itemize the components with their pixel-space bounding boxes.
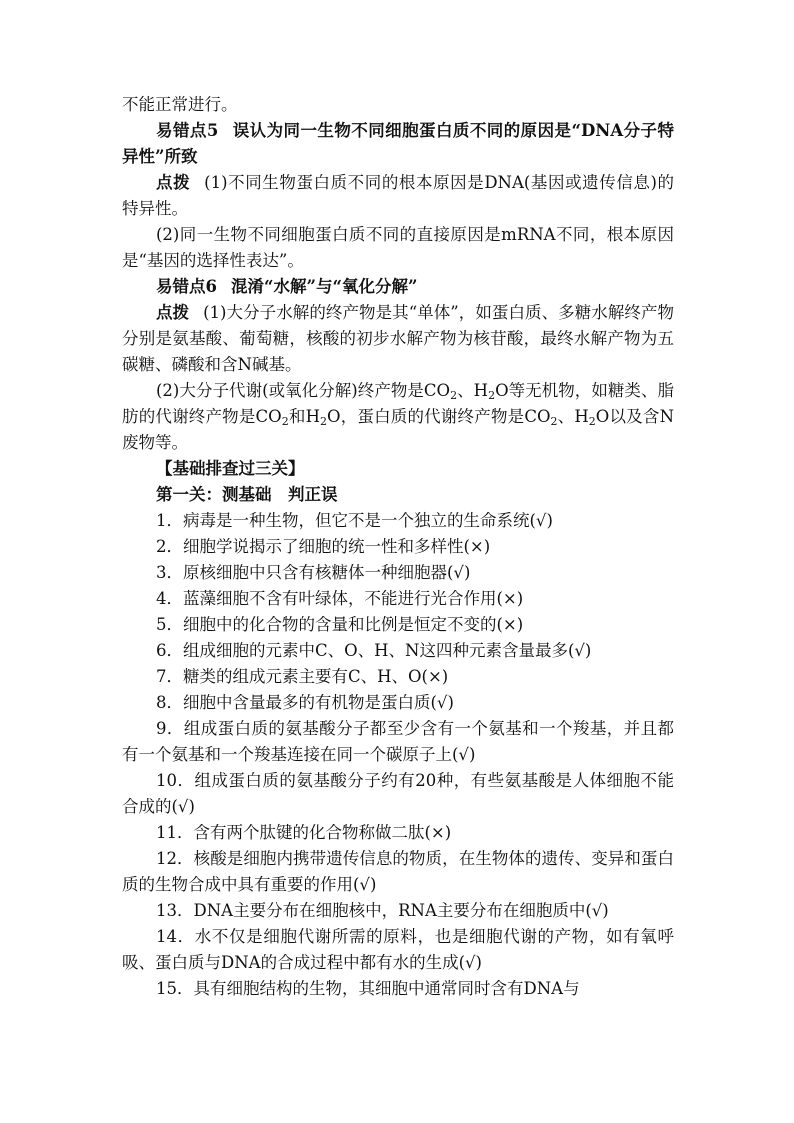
error-point-5-hint-2: (2)同一生物不同细胞蛋白质不同的直接原因是mRNA不同，根本原因是“基因的选择性表达”。 bbox=[122, 225, 674, 270]
list-item: 5．细胞中的化合物的含量和比例是恒定不变的(×) bbox=[156, 615, 524, 634]
list-item: 14．水不仅是细胞代谢所需的原料，也是细胞代谢的产物，如有氧呼吸、蛋白质与DNA的合成过程中都有水的生成(√) bbox=[122, 927, 674, 972]
error-point-6-heading bbox=[122, 274, 674, 300]
list-item: 13．DNA主要分布在细胞核中，RNA主要分布在细胞质中(√) bbox=[156, 901, 609, 920]
subscript: 2 bbox=[319, 415, 327, 428]
list-item: 6．组成细胞的元素中C、O、H、N这四种元素含量最多(√) bbox=[156, 641, 592, 660]
error-point-6-hint-2 bbox=[122, 378, 674, 456]
text-segment: 、H bbox=[557, 407, 589, 426]
list-item: 15．具有细胞结构的生物，其细胞中通常同时含有DNA与 bbox=[156, 979, 580, 998]
list-item: 7．糖类的组成元素主要有C、H、O(×) bbox=[156, 667, 449, 686]
error-point-5-title: 误认为同一生物不同细胞蛋白质不同的原因是“DNA分子特异性”所致 bbox=[122, 121, 674, 166]
hint-text: (1)大分子水解的终产物是其“单体”，如蛋白质、多糖水解终产物分别是氨基酸、葡萄糖，核酸的初步水解产物为核苷酸，最终水解产物为五碳糖、磷酸和含N碱基。 bbox=[122, 303, 675, 374]
error-point-5-heading bbox=[122, 118, 674, 170]
subscript: 2 bbox=[450, 389, 458, 402]
subscript: 2 bbox=[488, 389, 496, 402]
list-item: 11．含有两个肽键的化合物称做二肽(×) bbox=[156, 823, 452, 842]
text-segment: O，蛋白质的代谢终产物是CO bbox=[326, 407, 551, 426]
document-page bbox=[122, 92, 674, 1002]
error-point-6-label: 易错点6 bbox=[156, 277, 217, 296]
error-point-6-hint-1 bbox=[122, 300, 674, 378]
error-point-6-title: 混淆“水解”与“氧化分解” bbox=[230, 277, 418, 296]
error-point-5-label: 易错点5 bbox=[156, 121, 219, 140]
list-item: 3．原核细胞中只含有核糖体一种细胞器(√) bbox=[156, 563, 471, 582]
subscript: 2 bbox=[588, 415, 596, 428]
section-title: 【基础排查过三关】 bbox=[156, 459, 305, 478]
text-segment: 和H bbox=[288, 407, 320, 426]
list-item: 8．细胞中含量最多的有机物是蛋白质(√) bbox=[156, 693, 454, 712]
text-segment: 、H bbox=[457, 381, 489, 400]
level-1-title: 第一关：测基础 判正误 bbox=[156, 485, 338, 504]
intro-line: 不能正常进行。 bbox=[122, 95, 238, 114]
text-segment: (2)大分子代谢(或氧化分解)终产物是CO bbox=[156, 381, 451, 400]
subscript: 2 bbox=[550, 415, 558, 428]
list-item: 10．组成蛋白质的氨基酸分子约有20种，有些氨基酸是人体细胞不能合成的(√) bbox=[122, 771, 674, 816]
hint-text: (1)不同生物蛋白质不同的根本原因是DNA(基因或遗传信息)的特异性。 bbox=[122, 173, 674, 218]
list-item: 1．病毒是一种生物，但它不是一个独立的生命系统(√) bbox=[156, 511, 553, 530]
list-item: 12．核酸是细胞内携带遗传信息的物质，在生物体的遗传、变异和蛋白质的生物合成中具有重要的作用(√) bbox=[122, 849, 674, 894]
list-item: 2．细胞学说揭示了细胞的统一性和多样性(×) bbox=[156, 537, 491, 556]
text-segment: O等无机物，如糖类、脂肪的代谢终产物是CO bbox=[122, 381, 675, 426]
list-item: 4．蓝藻细胞不含有叶绿体，不能进行光合作用(×) bbox=[156, 589, 524, 608]
hint-label: 点拨 bbox=[156, 303, 190, 322]
text-segment: O以及含N废物等。 bbox=[122, 407, 675, 452]
subscript: 2 bbox=[281, 415, 289, 428]
hint-label: 点拨 bbox=[156, 173, 191, 192]
list-item: 9．组成蛋白质的氨基酸分子都至少含有一个氨基和一个羧基，并且都有一个氨基和一个羧基连接在同一个碳原子上(√) bbox=[122, 719, 674, 764]
error-point-5-hint-1 bbox=[122, 170, 674, 222]
